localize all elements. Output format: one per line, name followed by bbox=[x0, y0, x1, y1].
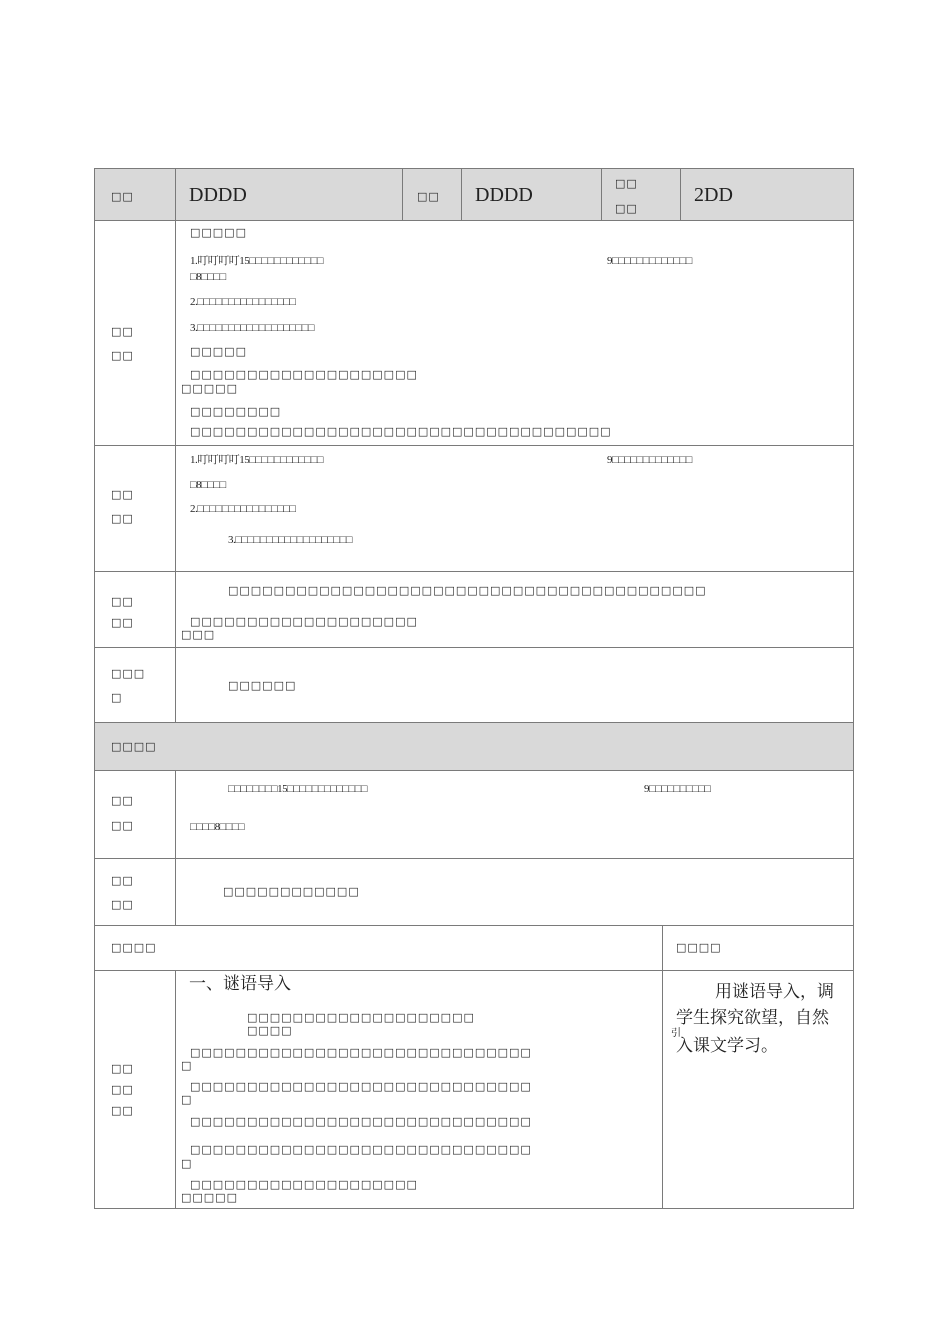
header-label-3b: □□ bbox=[615, 202, 638, 215]
process-header-row bbox=[94, 926, 854, 971]
process-line: □□□□□□□□□□□□□□□□□□□□□□□□□□□□□□ bbox=[190, 1080, 532, 1093]
process-header-left: □□□□ bbox=[111, 941, 157, 954]
section2-line: 1.叮叮叮叮15□□□□□□□□□□□□ bbox=[190, 454, 323, 466]
section2-label-a: □□ bbox=[111, 488, 134, 501]
header-row bbox=[94, 168, 854, 221]
process-line: □□□□□□□□□□□□□□□□□□□□ bbox=[247, 1011, 475, 1024]
section3-label-b: □□ bbox=[111, 616, 134, 629]
section5-line: 9□□□□□□□□□□ bbox=[644, 783, 711, 795]
section1-line: □□□□□ bbox=[190, 226, 247, 239]
section1-line: 1.叮叮叮叮15□□□□□□□□□□□□ bbox=[190, 255, 323, 267]
section6-line: □□□□□□□□□□□□ bbox=[223, 885, 360, 898]
section2-line: 9□□□□□□□□□□□□□ bbox=[607, 454, 692, 466]
section-preparation bbox=[94, 648, 854, 723]
process-line: □□□□□□□□□□□□□□□□□□□□□□□□□□□□□□ bbox=[190, 1046, 532, 1059]
process-line: □□□□□□□□□□□□□□□□□□□□□□□□□□□□□□ bbox=[190, 1143, 532, 1156]
section1-line: 9□□□□□□□□□□□□□ bbox=[607, 255, 692, 267]
section3-line: □□□ bbox=[181, 628, 216, 641]
section1-line: □□□□□ bbox=[181, 382, 238, 395]
process-label-b: □□ bbox=[111, 1083, 134, 1096]
section5-line: □□□□□□□□15□□□□□□□□□□□□□ bbox=[228, 783, 368, 795]
section1-line: □□□□□□□□□□□□□□□□□□□□□□□□□□□□□□□□□□□□□ bbox=[190, 425, 612, 438]
section1-label-b: □□ bbox=[111, 349, 134, 362]
design-note-line: 学生探究欲望，自然 bbox=[676, 1008, 829, 1028]
process-line: □□□□□□□□□□□□□□□□□□□□ bbox=[190, 1178, 418, 1191]
design-note-line: 入课文学习。 bbox=[676, 1036, 778, 1056]
header-value-1: DDDD bbox=[189, 184, 247, 206]
section2-label-b: □□ bbox=[111, 512, 134, 525]
design-note-line: 引 bbox=[671, 1028, 681, 1039]
process-line: □ bbox=[181, 1059, 193, 1072]
process-label-a: □□ bbox=[111, 1062, 134, 1075]
section3-label-a: □□ bbox=[111, 595, 134, 608]
process-line: □□□□□ bbox=[181, 1191, 238, 1204]
section1-line: 2.□□□□□□□□□□□□□□□□ bbox=[190, 296, 296, 308]
section-difficulties bbox=[94, 572, 854, 648]
section1-line: □8□□□□ bbox=[190, 271, 226, 283]
process-line: □□□□ bbox=[247, 1024, 293, 1037]
section5-line: □□□□8□□□□ bbox=[190, 821, 245, 833]
process-header-right: □□□□ bbox=[676, 941, 722, 954]
section1-line: □□□□□ bbox=[190, 345, 247, 358]
section-key-points bbox=[94, 446, 854, 572]
section1-line: □□□□□□□□□□□□□□□□□□□□ bbox=[190, 368, 418, 381]
section-lesson-goal bbox=[94, 771, 854, 859]
section4-label-b: □ bbox=[111, 691, 123, 704]
header-value-2: DDDD bbox=[475, 184, 533, 206]
section-objectives bbox=[94, 221, 854, 446]
process-line: □□□□□□□□□□□□□□□□□□□□□□□□□□□□□□ bbox=[190, 1115, 532, 1128]
section-lesson-focus bbox=[94, 859, 854, 926]
section6-label-b: □□ bbox=[111, 898, 134, 911]
process-line: □ bbox=[181, 1093, 193, 1106]
section1-label-a: □□ bbox=[111, 325, 134, 338]
header-value-3: 2DD bbox=[694, 184, 733, 206]
section5-label-a: □□ bbox=[111, 794, 134, 807]
banner-row bbox=[94, 723, 854, 771]
header-label-1: □□ bbox=[111, 190, 134, 203]
banner-label: □□□□ bbox=[111, 740, 157, 753]
section2-line: □8□□□□ bbox=[190, 479, 226, 491]
process-line: □ bbox=[181, 1157, 193, 1170]
process-row bbox=[94, 971, 854, 1209]
process-label-c: □□ bbox=[111, 1104, 134, 1117]
section5-label-b: □□ bbox=[111, 819, 134, 832]
section3-line: □□□□□□□□□□□□□□□□□□□□□□□□□□□□□□□□□□□□□□□□□□ bbox=[228, 584, 707, 597]
section2-line: 3.□□□□□□□□□□□□□□□□□□□ bbox=[228, 534, 352, 546]
header-label-2: □□ bbox=[417, 190, 440, 203]
section4-label-a: □□□ bbox=[111, 667, 146, 680]
section1-line: 3.□□□□□□□□□□□□□□□□□□□ bbox=[190, 322, 314, 334]
section2-line: 2.□□□□□□□□□□□□□□□□ bbox=[190, 503, 296, 515]
section1-line: □□□□□□□□ bbox=[190, 405, 282, 418]
section6-label-a: □□ bbox=[111, 874, 134, 887]
process-heading: 一、谜语导入 bbox=[189, 974, 291, 994]
section4-line: □□□□□□ bbox=[228, 679, 297, 692]
section3-line: □□□□□□□□□□□□□□□□□□□□ bbox=[190, 615, 418, 628]
header-label-3a: □□ bbox=[615, 177, 638, 190]
design-note-line: 用谜语导入，调 bbox=[715, 982, 834, 1002]
